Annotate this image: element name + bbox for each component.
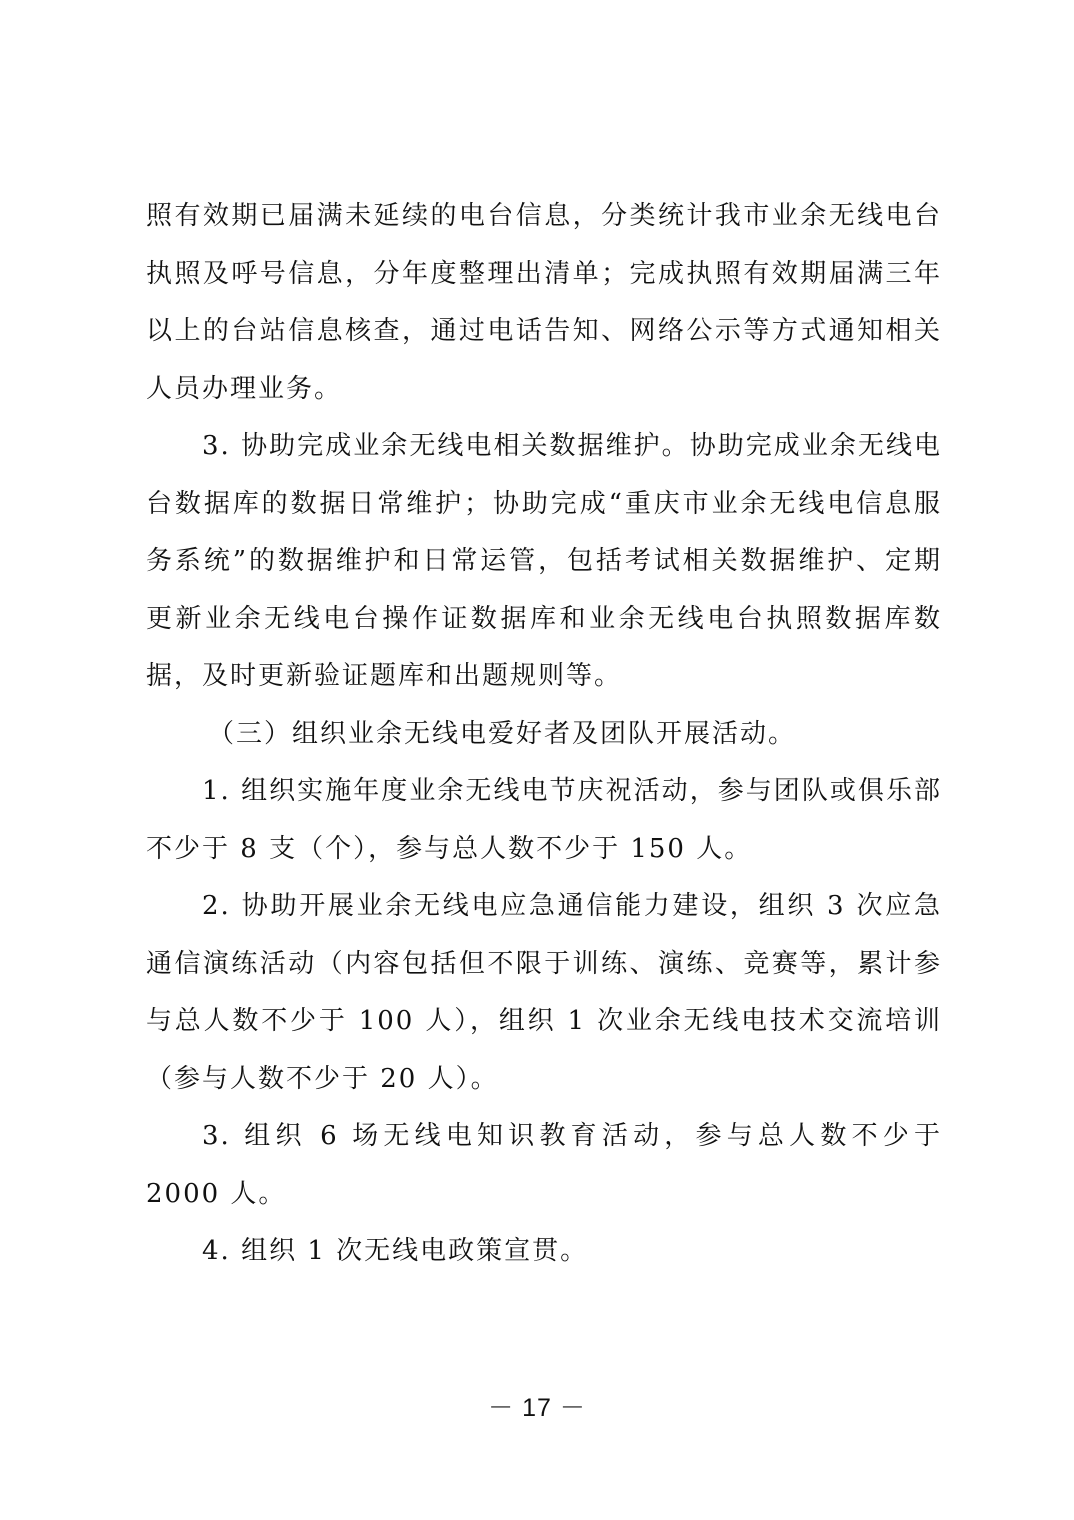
document-body bbox=[146, 188, 942, 1281]
paragraph-item-1-festival: 1. 组织实施年度业余无线电节庆祝活动，参与团队或俱乐部不少于 8 支（个），参与总人数不少于 150 人。 bbox=[146, 776, 942, 864]
paragraph-item-3-education: 3. 组织 6 场无线电知识教育活动，参与总人数不少于 2000 人。 bbox=[146, 1121, 942, 1209]
paragraph-item-3-data-maintenance: 3. 协助完成业余无线电相关数据维护。协助完成业余无线电台数据库的数据日常维护；协助完成“重庆市业余无线电信息服务系统”的数据维护和日常运管，包括考试相关数据维护、定期更新业余无线电台操作证数据库和业余无线电台执照数据库数据，及时更新验证题库和出题规则等。 bbox=[146, 431, 942, 691]
page-number: － 17 － bbox=[488, 1394, 586, 1422]
paragraph-item-4-policy: 4. 组织 1 次无线电政策宣贯。 bbox=[202, 1236, 589, 1266]
paragraph-continuation: 照有效期已届满未延续的电台信息，分类统计我市业余无线电台执照及呼号信息，分年度整理出清单；完成执照有效期届满三年以上的台站信息核查，通过电话告知、网络公示等方式通知相关人员办理业务。 bbox=[146, 201, 942, 404]
section-heading-3: （三）组织业余无线电爱好者及团队开展活动。 bbox=[208, 718, 797, 749]
paragraph-item-2-emergency: 2. 协助开展业余无线电应急通信能力建设，组织 3 次应急通信演练活动（内容包括但不限于训练、演练、竞赛等，累计参与总人数不少于 100 人），组织 1 次业余无线电技术交流培训（参与人数不少于 20 人）。 bbox=[146, 891, 942, 1094]
